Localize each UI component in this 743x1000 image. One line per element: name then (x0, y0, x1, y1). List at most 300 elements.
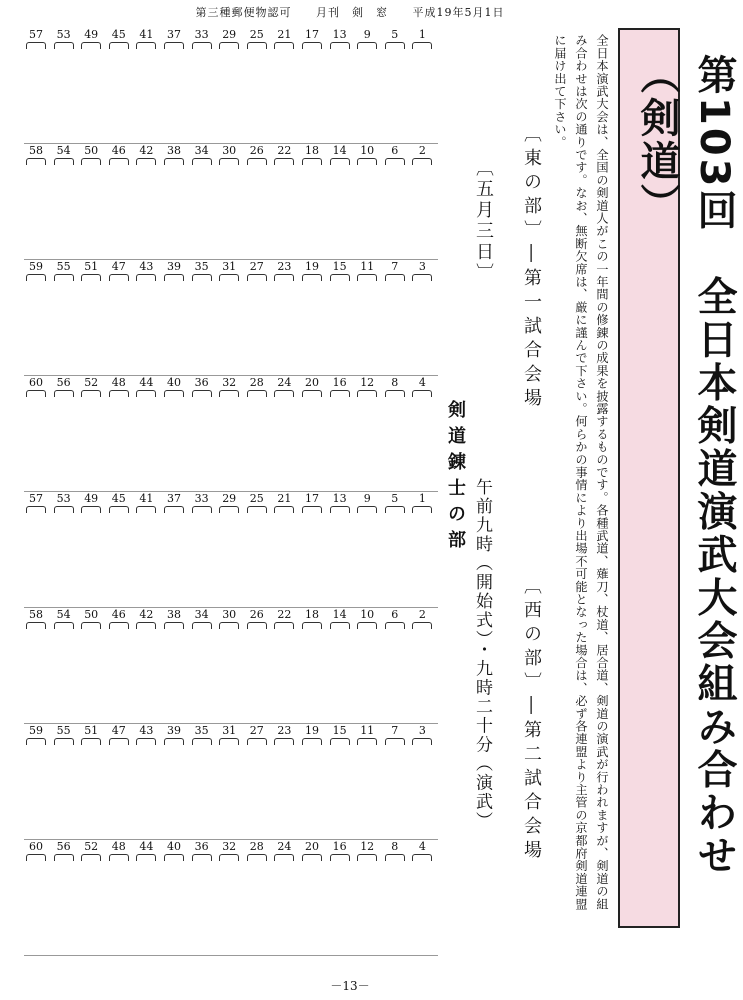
match-number: 10 (360, 608, 375, 621)
category-title: 剣道錬士の部 (445, 400, 466, 556)
pairing-bracket (54, 274, 74, 281)
pairing-bracket (26, 274, 46, 281)
pairing-bracket (192, 622, 212, 629)
pairing-bracket (164, 42, 184, 49)
match-cell (383, 724, 407, 840)
match-cell (52, 724, 76, 840)
match-number: 54 (56, 608, 71, 621)
match-cell (217, 840, 241, 956)
match-number: 59 (29, 724, 43, 737)
match-number: 55 (56, 260, 71, 273)
match-cell (383, 260, 407, 376)
match-cell (107, 724, 131, 840)
match-cell (134, 492, 158, 608)
match-cell (328, 28, 352, 144)
pairing-bracket (330, 854, 350, 861)
match-row-east-row-2 (24, 144, 438, 260)
match-number: 13 (332, 492, 347, 505)
pairing-bracket (357, 274, 377, 281)
match-cell (162, 376, 186, 492)
pairing-bracket (109, 506, 129, 513)
match-cell (383, 840, 407, 956)
match-number: 22 (277, 608, 292, 621)
pairing-bracket (302, 854, 322, 861)
pairing-bracket (219, 854, 239, 861)
section-east-caption: 〔東の部〕―第一試合会場 (521, 124, 542, 412)
match-number: 17 (305, 492, 319, 505)
publication-name: 月刊 剣 窓 (316, 6, 388, 19)
match-cell (190, 376, 214, 492)
match-cell (245, 724, 269, 840)
match-number: 46 (111, 144, 126, 157)
mail-class: 第三種郵便物認可 (195, 6, 292, 19)
pairing-bracket (274, 274, 294, 281)
match-number: 4 (418, 376, 426, 389)
match-cell (107, 608, 131, 724)
match-number: 35 (194, 724, 209, 737)
match-cell (245, 28, 269, 144)
intro-text: 全日本演武大会は、全国の剣道人がこの一年間の修錬の成果を披露するものです。各種武道、薙刀、杖道、居合道、剣道の演武が行われますが、剣道の組み合わせは次の通りです。なお、無断欠席は、厳に謹んで下さい。何らかの事情により出場不可能となった場合は、必ず各連盟より主管の京都府剣道連盟に届け出て下さい。 (553, 34, 609, 911)
match-number: 20 (305, 376, 319, 389)
pairing-bracket (219, 274, 239, 281)
page-title: 第103回 全日本剣道演武大会組み合わせ（剣道） (634, 54, 737, 878)
pairing-bracket (247, 854, 267, 861)
match-number: 52 (84, 840, 99, 853)
match-cell (79, 260, 103, 376)
match-number: 58 (29, 144, 43, 157)
match-number: 36 (194, 376, 209, 389)
pairing-bracket (136, 506, 156, 513)
match-cell (410, 492, 434, 608)
pairing-bracket (54, 158, 74, 165)
match-row-west-row-1 (24, 492, 438, 608)
match-cell (162, 28, 186, 144)
match-cell (190, 608, 214, 724)
match-number: 16 (332, 376, 347, 389)
page-number: －13－ (330, 979, 370, 993)
match-number: 11 (360, 724, 375, 737)
match-cell (355, 492, 379, 608)
match-cell (300, 492, 324, 608)
match-cell (190, 260, 214, 376)
pairing-bracket (247, 738, 267, 745)
pairing-bracket (274, 390, 294, 397)
pairing-bracket (192, 390, 212, 397)
pairing-bracket (274, 854, 294, 861)
match-cell (245, 840, 269, 956)
pairing-bracket (192, 738, 212, 745)
match-cell (24, 724, 48, 840)
pairing-bracket (54, 854, 74, 861)
match-cell (328, 144, 352, 260)
pairing-bracket (247, 274, 267, 281)
pairing-bracket (412, 854, 432, 861)
pairing-bracket (357, 506, 377, 513)
match-number: 24 (277, 840, 292, 853)
match-number: 23 (277, 724, 292, 737)
match-number: 26 (249, 608, 264, 621)
match-cell (300, 260, 324, 376)
match-number: 29 (222, 28, 237, 41)
match-number: 46 (111, 608, 126, 621)
match-cell (355, 144, 379, 260)
pairing-bracket (26, 738, 46, 745)
match-cell (134, 376, 158, 492)
pairing-bracket (164, 158, 184, 165)
match-number: 60 (29, 376, 43, 389)
pairing-bracket (412, 506, 432, 513)
match-cell (410, 28, 434, 144)
pairing-bracket (54, 42, 74, 49)
pairing-bracket (385, 506, 405, 513)
match-cell (272, 144, 296, 260)
match-cell (134, 28, 158, 144)
pairing-bracket (412, 738, 432, 745)
match-row-west-row-3 (24, 724, 438, 840)
match-number: 56 (56, 840, 71, 853)
pairing-bracket (109, 622, 129, 629)
match-cell (52, 144, 76, 260)
pairing-bracket (247, 506, 267, 513)
match-number: 16 (332, 840, 347, 853)
pairing-bracket (385, 274, 405, 281)
match-cell (52, 376, 76, 492)
match-number: 34 (194, 608, 209, 621)
match-cell (355, 840, 379, 956)
match-cell (328, 840, 352, 956)
match-cell (24, 376, 48, 492)
match-cell (79, 28, 103, 144)
match-number: 13 (332, 28, 347, 41)
match-number: 11 (360, 260, 375, 273)
pairing-bracket (81, 42, 101, 49)
match-cell (162, 840, 186, 956)
section-west-caption: 〔西の部〕―第二試合会場 (521, 576, 542, 864)
pairing-bracket (136, 42, 156, 49)
match-cell (410, 840, 434, 956)
match-row-east-row-4 (24, 376, 438, 492)
pairing-bracket (412, 42, 432, 49)
match-cell (107, 376, 131, 492)
pairing-bracket (357, 390, 377, 397)
match-cell (383, 608, 407, 724)
match-number: 50 (84, 144, 99, 157)
match-cell (272, 608, 296, 724)
pairing-bracket (81, 854, 101, 861)
pairing-bracket (54, 390, 74, 397)
pairing-bracket (136, 390, 156, 397)
match-cell (383, 144, 407, 260)
match-number: 7 (391, 724, 399, 737)
pairing-bracket (247, 42, 267, 49)
match-number: 43 (139, 260, 154, 273)
match-cell (272, 492, 296, 608)
match-number: 34 (194, 144, 209, 157)
match-number: 8 (391, 376, 399, 389)
match-cell (134, 260, 158, 376)
match-number: 59 (29, 260, 43, 273)
pairing-bracket (302, 738, 322, 745)
match-cell (410, 608, 434, 724)
match-number: 28 (249, 376, 264, 389)
match-cell (162, 608, 186, 724)
match-cell (245, 144, 269, 260)
match-cell (217, 724, 241, 840)
match-cell (383, 376, 407, 492)
match-number: 7 (391, 260, 399, 273)
match-number: 47 (111, 260, 126, 273)
match-number: 12 (360, 840, 375, 853)
pairing-bracket (26, 158, 46, 165)
pairing-bracket (385, 622, 405, 629)
match-cell (217, 260, 241, 376)
pairing-bracket (330, 622, 350, 629)
match-cell (79, 724, 103, 840)
match-number: 31 (222, 724, 237, 737)
match-cell (217, 608, 241, 724)
pairing-bracket (164, 738, 184, 745)
match-cell (245, 376, 269, 492)
pairing-bracket (81, 390, 101, 397)
match-cell (300, 144, 324, 260)
pairing-bracket (330, 738, 350, 745)
match-number: 42 (139, 144, 154, 157)
pairing-bracket (136, 854, 156, 861)
match-number: 45 (111, 492, 126, 505)
match-cell (134, 608, 158, 724)
match-cell (24, 608, 48, 724)
pairing-bracket (357, 854, 377, 861)
match-number: 14 (332, 608, 347, 621)
pairing-bracket (136, 622, 156, 629)
pairing-bracket (26, 622, 46, 629)
match-cell (134, 144, 158, 260)
pairing-bracket (330, 158, 350, 165)
pairing-bracket (81, 274, 101, 281)
pairing-bracket (357, 42, 377, 49)
match-cell (52, 608, 76, 724)
pairing-bracket (81, 158, 101, 165)
match-cell (162, 260, 186, 376)
match-cell (162, 144, 186, 260)
match-number: 27 (249, 724, 264, 737)
pairing-bracket (274, 622, 294, 629)
match-cell (52, 840, 76, 956)
match-number: 47 (111, 724, 126, 737)
pairing-bracket (109, 274, 129, 281)
pairing-bracket (81, 738, 101, 745)
match-cell (217, 28, 241, 144)
pairing-bracket (109, 42, 129, 49)
pairing-bracket (412, 622, 432, 629)
match-number: 55 (56, 724, 71, 737)
pairing-bracket (302, 390, 322, 397)
pairing-bracket (330, 390, 350, 397)
match-number: 32 (222, 840, 237, 853)
pairing-bracket (192, 158, 212, 165)
match-cell (272, 376, 296, 492)
match-cell (245, 492, 269, 608)
match-number: 10 (360, 144, 375, 157)
pairing-bracket (192, 42, 212, 49)
pairing-bracket (247, 622, 267, 629)
match-row-west-row-2 (24, 608, 438, 724)
pairing-bracket (164, 854, 184, 861)
pairing-bracket (357, 622, 377, 629)
match-cell (300, 376, 324, 492)
match-cell (355, 376, 379, 492)
match-number: 56 (56, 376, 71, 389)
match-row-east-row-3 (24, 260, 438, 376)
match-number: 20 (305, 840, 319, 853)
pairing-bracket (54, 738, 74, 745)
match-number: 41 (139, 492, 154, 505)
match-cell (24, 492, 48, 608)
pairing-bracket (164, 506, 184, 513)
match-number: 15 (332, 724, 347, 737)
match-number: 6 (391, 144, 399, 157)
match-number: 45 (111, 28, 126, 41)
match-cell (272, 260, 296, 376)
match-number: 57 (29, 492, 43, 505)
match-grid (24, 28, 438, 958)
match-number: 2 (418, 144, 426, 157)
match-number: 28 (249, 840, 264, 853)
match-cell (355, 28, 379, 144)
match-cell (328, 492, 352, 608)
match-number: 17 (305, 28, 319, 41)
match-cell (410, 724, 434, 840)
match-cell (410, 376, 434, 492)
match-cell (410, 260, 434, 376)
match-cell (162, 492, 186, 608)
pairing-bracket (54, 622, 74, 629)
match-number: 42 (139, 608, 154, 621)
pairing-bracket (385, 390, 405, 397)
pairing-bracket (330, 274, 350, 281)
pairing-bracket (330, 42, 350, 49)
match-number: 37 (167, 28, 181, 41)
match-number: 31 (222, 260, 237, 273)
match-number: 36 (194, 840, 209, 853)
match-number: 33 (194, 28, 209, 41)
pairing-bracket (247, 158, 267, 165)
match-number: 50 (84, 608, 99, 621)
match-cell (24, 28, 48, 144)
match-number: 39 (167, 724, 181, 737)
pairing-bracket (274, 42, 294, 49)
pairing-bracket (164, 622, 184, 629)
match-number: 44 (139, 376, 154, 389)
page-header (0, 4, 700, 20)
match-cell (355, 724, 379, 840)
match-number: 43 (139, 724, 154, 737)
match-number: 8 (391, 840, 399, 853)
match-cell (79, 840, 103, 956)
pairing-bracket (109, 390, 129, 397)
pairing-bracket (385, 854, 405, 861)
match-number: 37 (167, 492, 181, 505)
pairing-bracket (274, 506, 294, 513)
match-number: 2 (418, 608, 426, 621)
match-cell (328, 260, 352, 376)
match-cell (107, 840, 131, 956)
match-cell (107, 260, 131, 376)
match-cell (245, 608, 269, 724)
pairing-bracket (219, 506, 239, 513)
pairing-bracket (192, 274, 212, 281)
match-cell (134, 840, 158, 956)
match-row-east-row-1 (24, 28, 438, 144)
match-number: 6 (391, 608, 399, 621)
pairing-bracket (136, 738, 156, 745)
match-cell (272, 724, 296, 840)
pairing-bracket (164, 274, 184, 281)
event-date: 〔五月三日〕 (473, 158, 494, 284)
match-number: 23 (277, 260, 292, 273)
title-box (618, 28, 737, 928)
match-number: 49 (84, 28, 99, 41)
match-cell (217, 376, 241, 492)
match-number: 60 (29, 840, 43, 853)
match-number: 40 (167, 376, 181, 389)
match-cell (383, 28, 407, 144)
match-number: 48 (111, 840, 126, 853)
match-number: 24 (277, 376, 292, 389)
issue-date: 平成19年5月1日 (412, 6, 505, 19)
pairing-bracket (26, 42, 46, 49)
pairing-bracket (192, 506, 212, 513)
match-cell (300, 840, 324, 956)
match-number: 53 (56, 492, 71, 505)
match-number: 1 (418, 28, 426, 41)
match-cell (190, 724, 214, 840)
match-number: 21 (277, 28, 292, 41)
match-number: 9 (363, 492, 371, 505)
match-cell (217, 492, 241, 608)
match-number: 30 (222, 144, 237, 157)
pairing-bracket (219, 390, 239, 397)
match-number: 44 (139, 840, 154, 853)
match-number: 18 (305, 144, 319, 157)
match-number: 1 (418, 492, 426, 505)
match-number: 51 (84, 724, 99, 737)
match-cell (217, 144, 241, 260)
match-number: 53 (56, 28, 71, 41)
match-number: 19 (305, 724, 319, 737)
match-number: 14 (332, 144, 347, 157)
match-number: 15 (332, 260, 347, 273)
match-number: 5 (391, 28, 399, 41)
match-number: 3 (418, 260, 426, 273)
match-number: 49 (84, 492, 99, 505)
pairing-bracket (330, 506, 350, 513)
pairing-bracket (81, 506, 101, 513)
match-cell (79, 376, 103, 492)
pairing-bracket (302, 158, 322, 165)
match-cell (24, 260, 48, 376)
match-number: 38 (167, 144, 181, 157)
match-cell (272, 28, 296, 144)
match-cell (107, 492, 131, 608)
pairing-bracket (136, 274, 156, 281)
match-cell (328, 724, 352, 840)
match-cell (410, 144, 434, 260)
pairing-bracket (357, 738, 377, 745)
match-cell (190, 28, 214, 144)
match-cell (52, 492, 76, 608)
match-cell (52, 28, 76, 144)
